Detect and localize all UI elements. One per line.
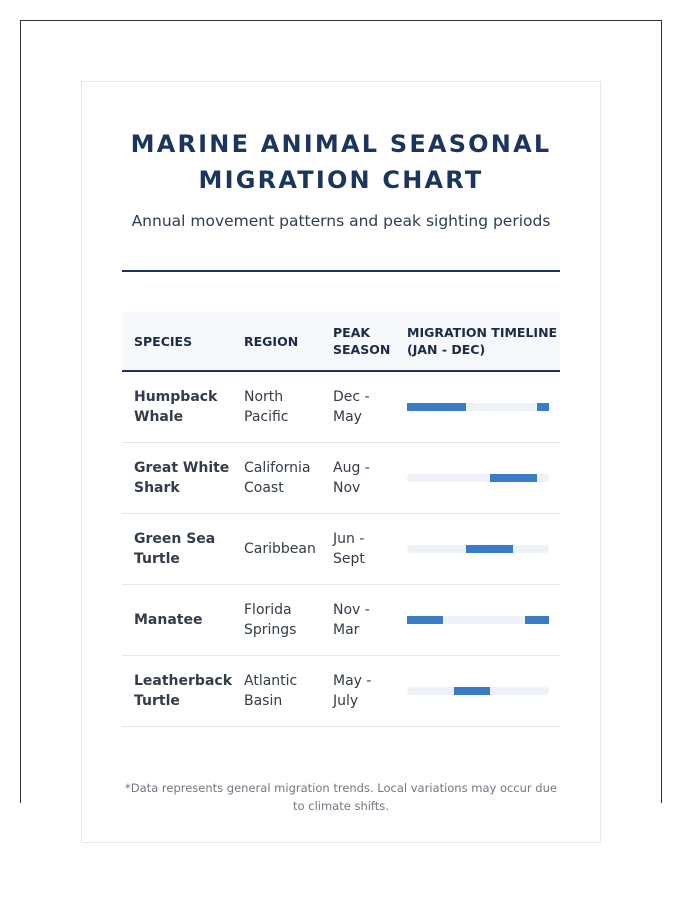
peak-season-cell: Jun - Sept bbox=[321, 514, 395, 585]
table-row bbox=[122, 514, 560, 585]
timeline-active-segment bbox=[454, 687, 490, 695]
timeline-bar bbox=[407, 687, 549, 695]
page-title bbox=[82, 126, 600, 198]
region-cell: Atlantic Basin bbox=[232, 656, 321, 727]
timeline-cell bbox=[395, 585, 560, 656]
timeline-bar bbox=[407, 474, 549, 482]
timeline-cell bbox=[395, 656, 560, 727]
column-header-timeline: MIGRATION TIMELINE (JAN - DEC) bbox=[395, 312, 560, 371]
timeline-active-segment bbox=[525, 616, 549, 624]
species-name: Leatherback Turtle bbox=[122, 656, 232, 727]
timeline-bar bbox=[407, 403, 549, 411]
species-name: Green Sea Turtle bbox=[122, 514, 232, 585]
species-name: Great White Shark bbox=[122, 443, 232, 514]
timeline-active-segment bbox=[490, 474, 537, 482]
region-cell: Florida Springs bbox=[232, 585, 321, 656]
timeline-cell bbox=[395, 443, 560, 514]
table-row bbox=[122, 443, 560, 514]
title-line-2: MIGRATION CHART bbox=[198, 166, 484, 194]
page-viewport bbox=[20, 20, 662, 813]
timeline-cell bbox=[395, 514, 560, 585]
region-cell: Caribbean bbox=[232, 514, 321, 585]
species-name: Humpback Whale bbox=[122, 371, 232, 443]
page-subtitle: Annual movement patterns and peak sighting periods bbox=[131, 212, 551, 230]
species-name: Manatee bbox=[122, 585, 232, 656]
header-divider bbox=[122, 270, 560, 272]
table-row bbox=[122, 371, 560, 443]
column-header-region: REGION bbox=[232, 312, 321, 371]
peak-season-cell: May - July bbox=[321, 656, 395, 727]
peak-season-cell: Dec - May bbox=[321, 371, 395, 443]
timeline-active-segment bbox=[407, 616, 443, 624]
timeline-active-segment bbox=[466, 545, 513, 553]
table-header-row bbox=[122, 312, 560, 371]
region-cell: North Pacific bbox=[232, 371, 321, 443]
table-row bbox=[122, 656, 560, 727]
column-header-species: SPECIES bbox=[122, 312, 232, 371]
timeline-active-segment bbox=[407, 403, 466, 411]
footnote: *Data represents general migration trends. Local variations may occur due to climate shifts. bbox=[125, 781, 557, 813]
timeline-cell bbox=[395, 371, 560, 443]
peak-season-cell: Nov - Mar bbox=[321, 585, 395, 656]
timeline-active-segment bbox=[537, 403, 549, 411]
timeline-bar bbox=[407, 616, 549, 624]
region-cell: California Coast bbox=[232, 443, 321, 514]
chart-card bbox=[81, 81, 601, 843]
peak-season-cell: Aug - Nov bbox=[321, 443, 395, 514]
migration-table bbox=[122, 312, 560, 727]
title-line-1: MARINE ANIMAL SEASONAL bbox=[130, 130, 552, 158]
column-header-peak-season: PEAK SEASON bbox=[321, 312, 395, 371]
timeline-bar bbox=[407, 545, 549, 553]
table-row bbox=[122, 585, 560, 656]
